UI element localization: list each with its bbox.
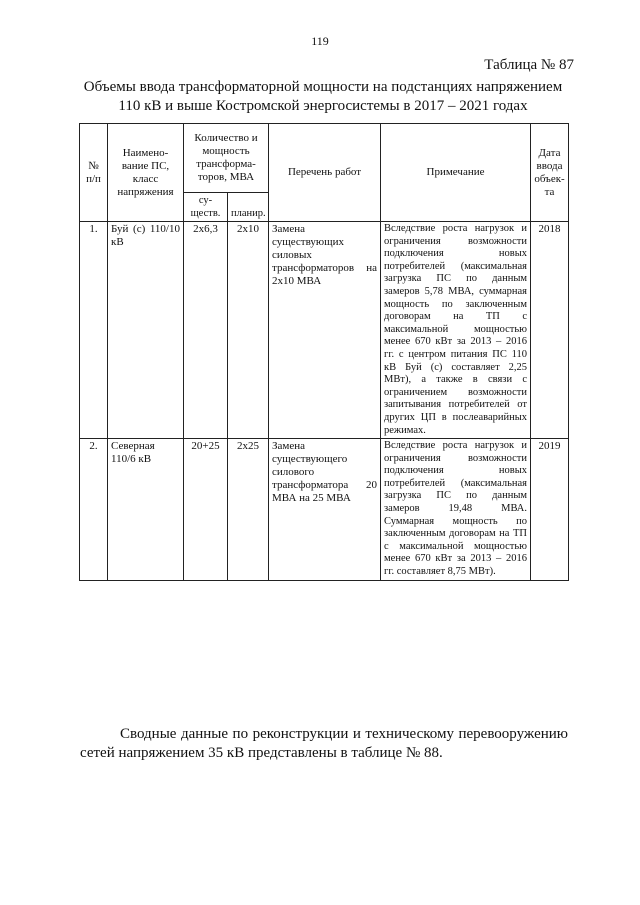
cell-planned: 2х25 xyxy=(228,439,269,581)
cell-num: 1. xyxy=(80,222,108,439)
cell-works: Замена существующего силового трансформатора 20 МВА на 25 МВА xyxy=(269,439,381,581)
page-number: 119 xyxy=(311,34,329,48)
cell-planned: 2х10 xyxy=(228,222,269,439)
cell-existing: 20+25 xyxy=(184,439,228,581)
header-date: Дата ввода объек-та xyxy=(531,124,569,222)
header-note: Примечание xyxy=(381,124,531,222)
header-planned: планир. xyxy=(228,193,269,222)
cell-existing: 2х6,3 xyxy=(184,222,228,439)
header-row xyxy=(80,124,569,193)
cell-num: 2. xyxy=(80,439,108,581)
cell-note: Вследствие роста нагрузок и ограничения возможности подключения новых потребителей (максимальная загрузка ПС по данным замеров 5,78 МВА, суммарная мощность по заключенным договорам на ТП с максимальной мощностью менее 670 кВт за 2013 – 2016 гг. с центром питания ПС 110 кВ Буй (с) составляет 2,25 МВт), а также в связи с ограничением возможности запитывания потребителей от других ЦП в послеаварийных режимах. xyxy=(381,222,531,439)
table-label: Таблица № 87 xyxy=(484,57,574,73)
substation-table xyxy=(79,123,569,581)
header-existing: су-ществ. xyxy=(184,193,228,222)
table-row xyxy=(80,222,569,439)
header-capacity: Количество и мощность трансформа-торов, МВА xyxy=(184,124,269,193)
cell-date: 2018 xyxy=(531,222,569,439)
cell-name: Буй (с) 110/10 кВ xyxy=(108,222,184,439)
header-works: Перечень работ xyxy=(269,124,381,222)
table-row xyxy=(80,439,569,581)
header-num: № п/п xyxy=(80,124,108,222)
footer-paragraph: Сводные данные по реконструкции и техническому перевооружению сетей напряжением 35 кВ представлены в таблице № 88. xyxy=(80,726,568,761)
cell-works: Замена существующих силовых трансформаторов на 2х10 МВА xyxy=(269,222,381,439)
cell-date: 2019 xyxy=(531,439,569,581)
cell-note: Вследствие роста нагрузок и ограничения возможности подключения новых потребителей (максимальная загрузка ПС по данным замеров 19,48 МВА. Суммарная мощность по заключенным договорам на ТП с максимальной мощностью менее 670 кВт за 2013 – 2016 гг. составляет 8,75 МВт). xyxy=(381,439,531,581)
cell-name: Северная 110/6 кВ xyxy=(108,439,184,581)
header-name: Наимено-вание ПС, класс напряжения xyxy=(108,124,184,222)
document-title: Объемы ввода трансформаторной мощности на подстанциях напряжением 110 кВ и выше Костромской энергосистемы в 2017 – 2021 годах xyxy=(83,79,563,114)
